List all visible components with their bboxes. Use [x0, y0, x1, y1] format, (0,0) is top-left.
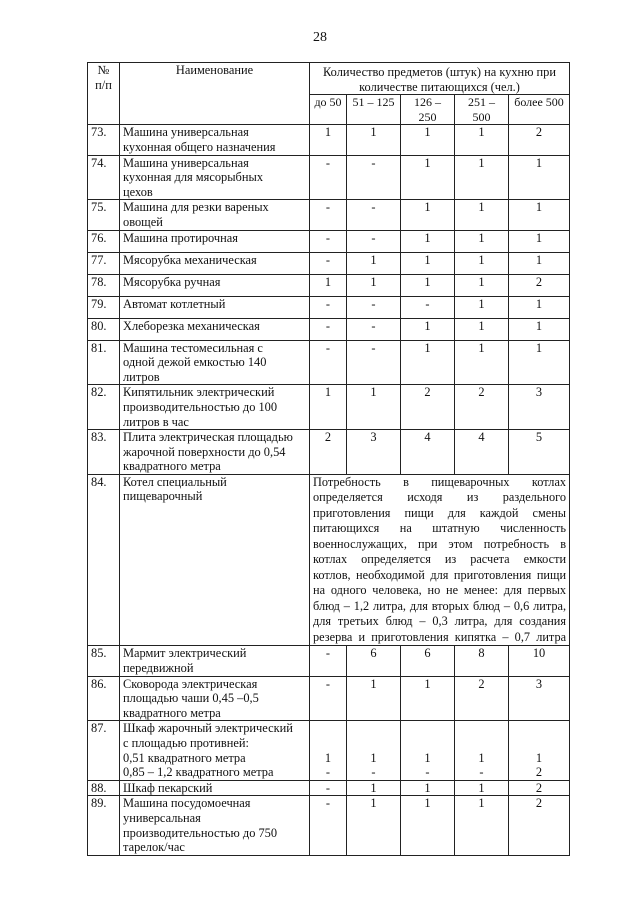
row-number: 82.: [88, 385, 120, 430]
row-value: 1: [401, 676, 455, 721]
row-value: 1: [401, 200, 455, 230]
requirement-line: военнослужащих, при этом потребность в: [313, 536, 567, 551]
row-value-a: 1: [478, 750, 485, 765]
row-value: 4: [455, 430, 509, 475]
row-value: 1: [455, 200, 509, 230]
table-row: [88, 252, 570, 274]
row-value: 2: [509, 780, 570, 796]
row-value: 1: [401, 340, 455, 385]
row-name: [120, 676, 310, 721]
row-value: 8: [455, 646, 509, 676]
row-value-a: 1: [535, 750, 543, 765]
row-number: 79.: [88, 296, 120, 318]
row-value: [455, 721, 509, 780]
table-row: [88, 274, 570, 296]
row-name-line: площадью чаши 0,45 –0,5: [123, 691, 259, 706]
row-value: [347, 721, 401, 780]
row-value: 2: [509, 274, 570, 296]
boiler-requirement-text: [310, 474, 570, 646]
row-value: [509, 721, 570, 780]
header-col-2: 51 – 125: [347, 95, 401, 125]
row-name-line: тарелок/час: [123, 840, 185, 855]
row-number: 81.: [88, 340, 120, 385]
row-value: [401, 721, 455, 780]
row-value: 3: [509, 385, 570, 430]
row-name-line: производительностью до 750: [123, 825, 278, 840]
header-col-4: 251 – 500: [455, 95, 509, 125]
row-value: 1: [455, 318, 509, 340]
row-name-line: жарочной поверхности до 0,54: [123, 444, 286, 459]
row-value: -: [347, 340, 401, 385]
requirement-line: определяется исходя из раздельного: [313, 490, 567, 505]
row-value: 1: [455, 274, 509, 296]
row-name-line: квадратного метра: [123, 459, 221, 474]
row-name-line: одной дежой емкостью 140: [123, 355, 267, 370]
row-name-line: Автомат котлетный: [123, 296, 226, 311]
row-name-line: Мясорубка механическая: [123, 252, 257, 267]
requirement-line: питающихся на штатную численность: [313, 521, 567, 536]
row-value: 1: [455, 125, 509, 155]
row-name: [120, 274, 310, 296]
row-value-a: 1: [370, 750, 377, 765]
row-name-line: Котел специальный: [123, 474, 227, 489]
row-value: [310, 721, 347, 780]
table-row: [88, 780, 570, 796]
row-value: -: [347, 296, 401, 318]
row-name: [120, 430, 310, 475]
row-value: -: [310, 676, 347, 721]
row-number: 80.: [88, 318, 120, 340]
row-value: -: [310, 155, 347, 200]
row-value: 2: [509, 796, 570, 855]
row-value: 1: [509, 318, 570, 340]
table-row: [88, 430, 570, 475]
row-name-line: Шкаф жарочный электрический: [123, 721, 293, 736]
row-name: [120, 340, 310, 385]
row-name: [120, 721, 310, 780]
row-name-line: кухонная для мясорыбных: [123, 170, 264, 185]
row-value-b: -: [371, 765, 376, 780]
row-value: -: [310, 646, 347, 676]
row-value: 1: [509, 296, 570, 318]
row-number: 83.: [88, 430, 120, 475]
row-name-line: Кипятильник электрический: [123, 385, 275, 400]
table-body: [88, 125, 570, 855]
table-row: [88, 125, 570, 155]
row-value: -: [401, 296, 455, 318]
row-value: 5: [509, 430, 570, 475]
row-value: 1: [455, 340, 509, 385]
row-value: 6: [401, 646, 455, 676]
row-number: 87.: [88, 721, 120, 780]
row-number: 88.: [88, 780, 120, 796]
row-value: -: [310, 780, 347, 796]
row-value: 1: [347, 796, 401, 855]
row-value: 10: [509, 646, 570, 676]
row-number: 89.: [88, 796, 120, 855]
row-name-line: квадратного метра: [123, 705, 221, 720]
row-value-b: 2: [535, 765, 543, 780]
row-name-line: цехов: [123, 184, 153, 199]
row-number: 85.: [88, 646, 120, 676]
table-row: [88, 296, 570, 318]
row-name: [120, 230, 310, 252]
table-row: [88, 646, 570, 676]
table-row: [88, 385, 570, 430]
row-number: 74.: [88, 155, 120, 200]
row-name-line: Машина посудомоечная: [123, 796, 251, 811]
page-number: 28: [313, 30, 327, 45]
requirement-line: котлов, необходимой для приготовления пищи: [313, 567, 567, 582]
row-value: 1: [455, 296, 509, 318]
row-value: 1: [347, 385, 401, 430]
header-qty-title: Количество предметов (штук) на кухню при количестве питающихся (чел.): [310, 63, 570, 95]
row-name: [120, 125, 310, 155]
row-name-line: литров: [123, 369, 160, 384]
header-col-3: 126 – 250: [401, 95, 455, 125]
row-name-line: литров в час: [123, 414, 189, 429]
row-name-line: с площадью противней:: [123, 735, 249, 750]
row-value: -: [310, 796, 347, 855]
row-name: [120, 318, 310, 340]
requirement-line: на одного человека, но не менее: для первых: [313, 583, 567, 598]
row-value: 1: [347, 125, 401, 155]
row-name: [120, 474, 310, 646]
row-name: [120, 780, 310, 796]
row-name: [120, 796, 310, 855]
requirement-line: резерва и приготовления кипятка – 0,7 литра: [313, 629, 567, 644]
row-name: [120, 385, 310, 430]
row-value: 1: [347, 274, 401, 296]
requirement-line: для третьих блюд – 0,3 литра, для создания: [313, 614, 567, 629]
row-name-line: Машина универсальная: [123, 125, 249, 140]
row-value: 1: [509, 155, 570, 200]
row-value: 3: [347, 430, 401, 475]
table-row: [88, 318, 570, 340]
row-value: 1: [509, 200, 570, 230]
requirement-line: приготовления пищи для каждой смены: [313, 505, 567, 520]
row-value: 1: [455, 780, 509, 796]
row-value: 1: [347, 676, 401, 721]
row-value: 1: [509, 340, 570, 385]
row-number: 77.: [88, 252, 120, 274]
table-row: [88, 721, 570, 780]
row-value: -: [347, 230, 401, 252]
row-value: 1: [310, 385, 347, 430]
row-name: [120, 252, 310, 274]
row-value: -: [310, 230, 347, 252]
requirement-line: блюд – 1,2 литра, для вторых блюд – 0,6 литра,: [313, 598, 567, 613]
row-name: [120, 200, 310, 230]
row-value: 1: [509, 252, 570, 274]
table-row: [88, 340, 570, 385]
row-name-line: Машина протирочная: [123, 230, 238, 245]
row-name-line: Мармит электрический: [123, 646, 247, 661]
row-name-line: 0,51 квадратного метра: [123, 750, 246, 765]
header-col-1: до 50: [310, 95, 347, 125]
row-value: 1: [455, 796, 509, 855]
row-value: 3: [509, 676, 570, 721]
row-value-b: -: [425, 765, 430, 780]
header-name: Наименование: [120, 63, 310, 125]
row-name: [120, 646, 310, 676]
row-value: 2: [455, 676, 509, 721]
row-value: 2: [310, 430, 347, 475]
row-name-line: пищеварочный: [123, 489, 203, 504]
row-value: -: [310, 200, 347, 230]
row-value: 1: [401, 252, 455, 274]
row-number: 75.: [88, 200, 120, 230]
row-name-line: Машина тестомесильная с: [123, 340, 263, 355]
table-row: [88, 676, 570, 721]
row-value: 1: [401, 796, 455, 855]
row-name-line: Хлеборезка механическая: [123, 318, 260, 333]
row-number: 84.: [88, 474, 120, 646]
row-name-line: Плита электрическая площадью: [123, 430, 293, 445]
row-value: -: [347, 155, 401, 200]
row-number: 73.: [88, 125, 120, 155]
requirement-line: котлах определяется из расчета емкости: [313, 552, 567, 567]
row-value: 1: [401, 318, 455, 340]
table-row: [88, 474, 570, 646]
row-value: -: [310, 252, 347, 274]
row-name-line: Мясорубка ручная: [123, 274, 221, 289]
row-value: 1: [347, 252, 401, 274]
row-value: 1: [509, 230, 570, 252]
equipment-table: [87, 62, 570, 856]
requirement-line: Потребность в пищеварочных котлах: [313, 474, 567, 489]
row-name-line: Машина для резки вареных: [123, 200, 269, 215]
row-number: 76.: [88, 230, 120, 252]
row-value: -: [310, 340, 347, 385]
row-value: -: [310, 296, 347, 318]
row-name: [120, 296, 310, 318]
row-value-a: 1: [324, 750, 332, 765]
row-name-line: 0,85 – 1,2 квадратного метра: [123, 765, 274, 780]
row-name-line: Сковорода электрическая: [123, 676, 258, 691]
row-name-line: овощей: [123, 214, 163, 229]
header-num: № п/п: [88, 63, 120, 125]
row-name-line: Машина универсальная: [123, 155, 249, 170]
row-value: 1: [401, 155, 455, 200]
table-row: [88, 230, 570, 252]
row-value: 1: [401, 274, 455, 296]
row-value: 1: [455, 155, 509, 200]
row-value: -: [347, 200, 401, 230]
row-value: 1: [455, 230, 509, 252]
row-number: 78.: [88, 274, 120, 296]
row-value-a: 1: [424, 750, 431, 765]
row-value: 6: [347, 646, 401, 676]
row-value: 1: [310, 274, 347, 296]
row-value: 2: [401, 385, 455, 430]
row-number: 86.: [88, 676, 120, 721]
row-name-line: передвижной: [123, 660, 194, 675]
row-value: 4: [401, 430, 455, 475]
row-value-b: -: [325, 765, 331, 780]
row-name-line: кухонная общего назначения: [123, 139, 276, 154]
row-value: -: [347, 318, 401, 340]
row-name-line: производительностью до 100: [123, 399, 278, 414]
row-value: 2: [455, 385, 509, 430]
row-value: 1: [401, 230, 455, 252]
table-row: [88, 200, 570, 230]
row-value-b: -: [479, 765, 484, 780]
row-value: -: [310, 318, 347, 340]
table-row: [88, 155, 570, 200]
row-value: 1: [455, 252, 509, 274]
row-value: 2: [509, 125, 570, 155]
row-value: 1: [347, 780, 401, 796]
row-name: [120, 155, 310, 200]
row-value: 1: [310, 125, 347, 155]
header-col-5: более 500: [509, 95, 570, 125]
row-name-line: Шкаф пекарский: [123, 780, 213, 795]
table-row: [88, 796, 570, 855]
row-name-line: универсальная: [123, 810, 201, 825]
row-value: 1: [401, 780, 455, 796]
row-value: 1: [401, 125, 455, 155]
